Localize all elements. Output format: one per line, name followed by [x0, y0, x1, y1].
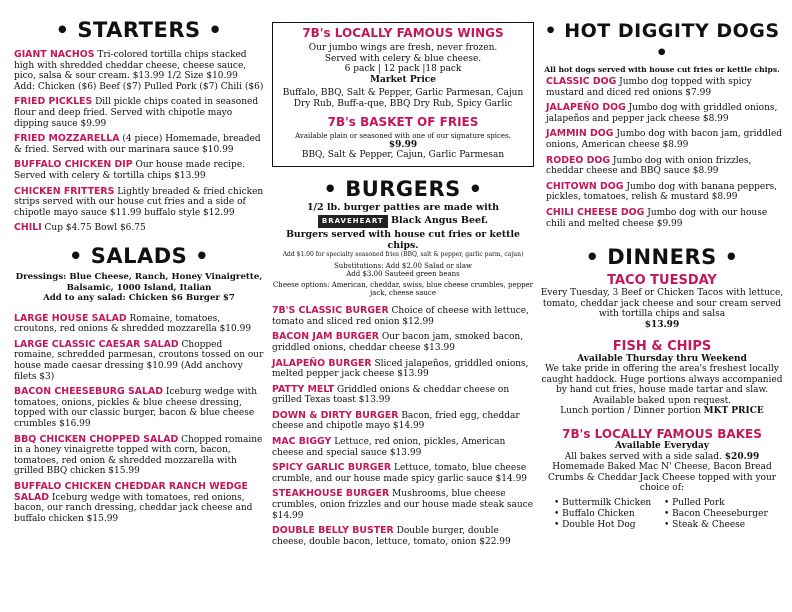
starter-item — [14, 160, 264, 181]
burger-item — [272, 489, 534, 521]
starter-item-desc: Cup $4.75 Bowl $6.75 — [41, 223, 146, 234]
burger-item-desc: Sliced jalapeños, griddled onions, melted pepper jack cheese $13.99 — [272, 358, 529, 380]
hotdog-item-name: CLASSIC DOG — [546, 76, 617, 87]
salad-item — [14, 482, 264, 524]
column-left — [14, 0, 264, 612]
bake-choice-label: Pulled Pork — [672, 498, 725, 509]
salads-title: SALADS — [90, 243, 188, 268]
burgers-heading: • BURGERS • — [323, 176, 483, 201]
hotdog-item — [546, 103, 784, 124]
hotdog-item-desc: Jumbo dog with bacon jam, griddled onions, American cheese $8.99 — [546, 129, 783, 150]
burger-item-desc: Double burger, double cheese, double bacon, lettuce, tomato, onion $22.99 — [272, 526, 511, 547]
bakes-choices-right — [664, 498, 774, 531]
bake-choice-label: Bacon Cheeseburger — [672, 509, 768, 520]
burger-item-name: DOUBLE BELLY BUSTER — [272, 525, 394, 537]
fries-line: Available plain or seasoned with one of our signature spices. — [295, 131, 511, 140]
bakes-choices-left — [554, 498, 664, 531]
bake-choice-label: Double Hot Dog — [562, 520, 636, 531]
hotdog-item — [546, 129, 784, 150]
bakes-line-1-text: All bakes served with a side salad. — [564, 451, 722, 462]
bakes-line-2: Homemade Baked Mac N' Cheese, Bacon Bread Crumbs & Cheddar Jack Cheese topped with your choice of: — [547, 462, 777, 494]
wings-line-2: Served with celery & blue cheese. — [324, 53, 482, 64]
hotdogs-sub: All hot dogs served with house cut fries or kettle chips. — [544, 65, 780, 74]
starters-list — [14, 50, 264, 234]
hotdog-item-name: RODEO DOG — [546, 154, 611, 166]
burger-item — [272, 411, 534, 432]
salad-item-desc: Iceburg wedge with tomatoes, onions, pickles & blue cheese dressing, topped with our classic burger, bacon & blue cheese crumbles $16.99 — [14, 387, 258, 430]
bullet-icon: • — [664, 498, 673, 509]
wings-sizes: 6 pack | 12 pack |18 pack — [344, 64, 462, 75]
fish-portion — [540, 406, 784, 417]
bake-choice-label: Buffalo Chicken — [562, 509, 635, 520]
bake-choice — [664, 498, 774, 509]
hotdog-item-name: JAMMIN DOG — [546, 128, 614, 140]
starter-item-desc: Tri-colored tortilla chips stacked high with shredded cheddar cheese, cheese sauce, pico, salsa & sour cream. $13.99 1/2 Size $10.99 — [14, 50, 247, 82]
fries-price: $9.99 — [388, 139, 418, 150]
burger-item-name: STEAKHOUSE BURGER — [272, 488, 390, 500]
bakes-price: $20.99 — [724, 451, 760, 462]
starter-item-name: FRIED PICKLES — [14, 96, 93, 108]
starter-item-name: GIANT NACHOS — [14, 49, 95, 60]
burger-item-desc: Mushrooms, blue cheese crumbles, onion frizzles and our house made steak sauce $14.99 — [272, 489, 534, 521]
burgers-subs-1: Substitutions: Add $2.00 Salad or slaw — [333, 262, 473, 271]
salad-item-desc: Chopped romaine, schredded parmesan, croutons tossed on our house made caesar dressing $10.99 (Add anchovy filets $3) — [14, 339, 264, 382]
bakes-availability: Available Everyday — [614, 441, 710, 452]
hotdog-item — [546, 77, 784, 98]
burgers-list — [272, 306, 534, 547]
taco-price: $13.99 — [644, 319, 680, 330]
wings-title: 7B's LOCALLY FAMOUS WINGS — [302, 26, 504, 40]
fries-title: 7B's BASKET OF FRIES — [327, 114, 479, 129]
starter-item-name: CHILI — [14, 222, 42, 234]
burger-item-name: 7B'S CLASSIC BURGER — [272, 305, 389, 317]
burger-item-desc: Griddled onions & cheddar cheese on grilled Texas toast $13.99 — [272, 384, 510, 406]
salad-add-ons: Add to any salad: Chicken $6 Burger $7 — [43, 293, 235, 304]
fish-portion-label: Lunch portion / Dinner portion — [560, 406, 701, 417]
burger-item-name: DOWN & DIRTY BURGER — [272, 409, 399, 421]
burger-item — [272, 437, 534, 458]
salad-item-name: BACON CHEESEBURG SALAD — [14, 386, 164, 398]
burger-item-name: SPICY GARLIC BURGER — [272, 462, 392, 474]
bake-choice — [664, 509, 774, 520]
bakes-choices — [540, 498, 784, 531]
burger-item — [272, 526, 534, 547]
bullet-icon: • — [554, 509, 563, 520]
salad-item — [14, 314, 264, 335]
hotdog-item-name: CHILI CHEESE DOG — [546, 206, 645, 218]
wings-fries-box — [272, 22, 534, 167]
salad-item-name: LARGE CLASSIC CAESAR SALAD — [14, 338, 179, 350]
hotdog-item-desc: Jumbo dog with our house chili and melted cheese $9.99 — [546, 207, 768, 229]
column-right — [540, 0, 784, 612]
burgers-title: BURGERS — [345, 176, 461, 201]
fish-price: MKT PRICE — [703, 406, 764, 417]
hotdog-item-desc: Jumbo dog topped with spicy mustard and diced red onions $7.99 — [546, 77, 752, 98]
bake-choice-label: Buttermilk Chicken — [562, 498, 652, 509]
salads-list — [14, 314, 264, 525]
burger-item-name: MAC BIGGY — [272, 436, 332, 448]
burger-item-name: BACON JAM BURGER — [272, 331, 379, 343]
hotdogs-title: HOT DIGGITY DOGS — [564, 20, 780, 42]
bake-choice — [554, 498, 664, 509]
burger-item — [272, 385, 534, 406]
hotdog-item-desc: Jumbo dog with griddled onions, jalapeños and pepper jack cheese $8.99 — [546, 103, 778, 124]
burgers-line-3: Burgers served with house cut fries or kettle chips. — [286, 228, 520, 251]
starter-item-desc: Our house made recipe. Served with celery & tortilla chips $13.99 — [14, 160, 245, 181]
starter-item-name: FRIED MOZZARELLA — [14, 133, 120, 145]
burgers-cheese: Cheese options: American, cheddar, swiss, blue cheese crumbles, pepper jack, cheese sauce — [272, 281, 534, 298]
salad-item — [14, 387, 264, 429]
burger-item — [272, 463, 534, 484]
bakes-title: 7B's LOCALLY FAMOUS BAKES — [562, 427, 762, 442]
fish-desc: We take pride in offering the area's freshest locally caught haddock. Huge portions always accompanied by hand cut fries, house made tartar and slaw. Available baked upon request. — [541, 364, 783, 406]
bullet-icon: • — [664, 520, 673, 531]
bullet-icon: • — [554, 520, 563, 531]
salads-heading: • SALADS • — [68, 243, 210, 268]
bake-choice — [554, 520, 664, 531]
burgers-brand-line — [272, 215, 534, 228]
starter-item-extra: Add: Chicken ($6) Beef ($7) Pulled Pork ($7) Chili ($6) — [14, 81, 264, 92]
wings-market-price: Market Price — [370, 74, 436, 85]
bullet-icon: • — [554, 498, 563, 509]
fish-availability: Available Thursday thru Weekend — [577, 353, 747, 364]
braveheart-logo: BRAVEHEART — [318, 215, 388, 228]
bullet-icon: • — [664, 509, 673, 520]
salad-item-desc: Chopped romaine in a honey vinaigrette topped with corn, bacon, tomatoes, red onion & shredded mozzarella with grilled BBQ chicken $15.99 — [14, 434, 263, 477]
hotdog-item — [546, 208, 784, 229]
fish-title: FISH & CHIPS — [612, 338, 712, 354]
hotdog-item-desc: Jumbo dog with banana peppers, pickles, tomatoes, relish & mustard $8.99 — [546, 181, 778, 203]
burger-item-desc: Lettuce, red onion, pickles, American cheese and special sauce $13.99 — [272, 437, 506, 458]
taco-title: TACO TUESDAY — [607, 273, 717, 289]
burger-item-desc: Our bacon jam, smoked bacon, griddled onions, cheddar cheese $13.99 — [272, 332, 524, 353]
burger-item-name: JALAPEÑO BURGER — [272, 357, 372, 369]
starter-item-name: CHICKEN FRITTERS — [14, 185, 115, 197]
starter-item — [14, 97, 264, 129]
hotdog-item — [546, 156, 784, 177]
taco-desc: Every Tuesday, 3 Beef or Chicken Tacos with lettuce, tomato, cheddar jack cheese and sour cream served with tortilla chips and salsa — [540, 288, 784, 320]
starters-heading: • STARTERS • — [55, 18, 223, 42]
starter-item — [14, 134, 264, 155]
wings-flavors: Buffalo, BBQ, Salt & Pepper, Garlic Parmesan, Cajun Dry Rub, Buff-a-que, BBQ Dry Rub, Spicy Garlic — [282, 88, 524, 109]
starter-item-name: BUFFALO CHICKEN DIP — [14, 159, 133, 171]
starter-item-desc: Dill pickle chips coated in seasoned flour and deep fried. Served with chipotle mayo dipping sauce $9.99 — [14, 97, 259, 129]
salad-item-name: BBQ CHICKEN CHOPPED SALAD — [14, 433, 179, 445]
salad-item-desc: Romaine, tomatoes, croutons, red onions & shredded mozzarella $10.99 — [14, 313, 252, 335]
fries-spices: BBQ, Salt & Pepper, Cajun, Garlic Parmesan — [301, 150, 505, 161]
bake-choice — [554, 509, 664, 520]
hotdog-item-desc: Jumbo dog with onion frizzles, cheddar cheese and BBQ sauce $8.99 — [546, 155, 752, 177]
salad-item-name: LARGE HOUSE SALAD — [14, 312, 127, 324]
hotdogs-list — [540, 77, 784, 229]
starter-item — [14, 223, 264, 234]
salad-item-desc: Iceburg wedge with tomatoes, red onions, bacon, our ranch dressing, cheddar jack cheese and buffalo chicken $15.99 — [14, 492, 253, 524]
dinners-title: DINNERS — [607, 245, 717, 270]
bakes-line-1 — [540, 452, 784, 463]
burger-item — [272, 306, 534, 327]
starters-title: STARTERS — [77, 18, 201, 42]
salad-item — [14, 435, 264, 477]
hotdogs-heading: • HOT DIGGITY DOGS • — [544, 20, 780, 64]
bake-choice-label: Steak & Cheese — [672, 520, 746, 531]
starter-item-desc: Lightly breaded & fried chicken strips served with our house cut fries and a side of chipotle mayo sauce $11.99 buffalo style $12.99 — [14, 186, 264, 218]
burger-item — [272, 359, 534, 380]
starter-item — [14, 50, 264, 92]
hotdog-item-name: CHITOWN DOG — [546, 180, 624, 192]
burgers-line-1: 1/2 lb. burger patties are made with — [306, 201, 500, 213]
dinners-heading: • DINNERS • — [585, 245, 739, 270]
burgers-subs-2: Add $3.00 Sauteed green beans — [346, 270, 460, 279]
burger-item-desc: Choice of cheese with lettuce, tomato and sliced red onion $12.99 — [272, 306, 529, 327]
burgers-note: Add $1.00 for specialty seasoned fries (BBQ, salt & pepper, garlic parm, cajun) — [282, 251, 524, 259]
bake-choice — [664, 520, 774, 531]
salad-dressings: Dressings: Blue Cheese, Ranch, Honey Vinaigrette, Balsamic, 1000 Island, Italian — [15, 271, 263, 293]
salad-item-name: BUFFALO CHICKEN CHEDDAR RANCH WEDGE SALAD — [14, 481, 248, 503]
hotdog-item — [546, 182, 784, 203]
wings-line-1: Our jumbo wings are fresh, never frozen. — [308, 43, 498, 53]
burger-item-name: PATTY MELT — [272, 383, 335, 395]
hotdog-item-name: JALAPEÑO DOG — [546, 102, 626, 114]
burgers-line-2: Black Angus Beef. — [390, 215, 489, 227]
burger-item-desc: Lettuce, tomato, blue cheese crumble, and our house made spicy garlic sauce $14.99 — [272, 463, 528, 484]
starter-item — [14, 187, 264, 219]
column-middle — [272, 0, 534, 612]
burger-item — [272, 332, 534, 353]
starter-item-desc: (4 piece) Homemade, breaded & fried. Served with our marinara sauce $10.99 — [14, 134, 261, 155]
burger-item-desc: Bacon, fried egg, cheddar cheese and chipotle mayo $14.99 — [272, 410, 520, 432]
salad-item — [14, 340, 264, 382]
